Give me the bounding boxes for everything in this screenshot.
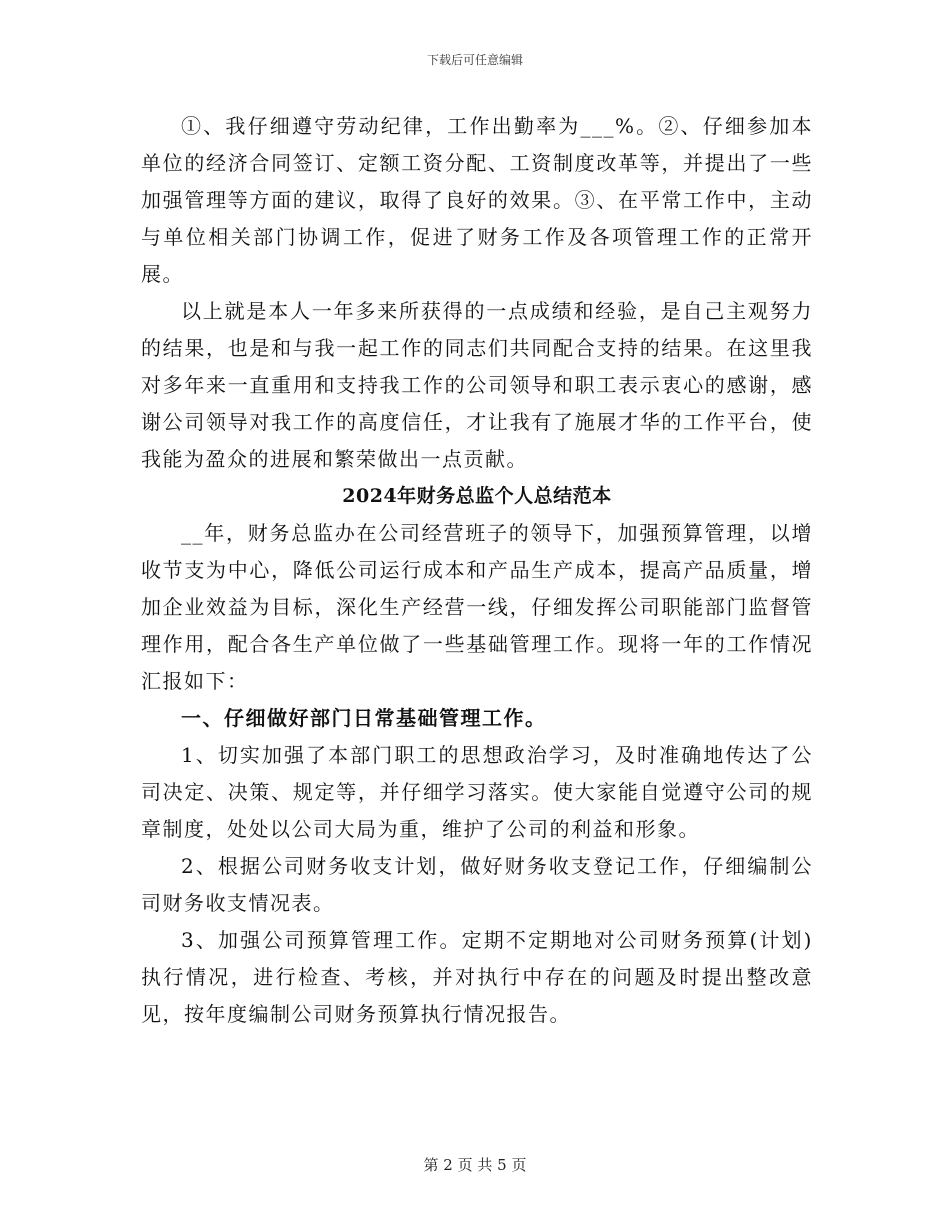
- document-body: [141, 108, 813, 1033]
- paragraph-thanks: 以上就是本人一年多来所获得的一点成绩和经验，是自己主观努力的结果，也是和与我一起工作的同志们共同配合支持的结果。在这里我对多年来一直重用和支持我工作的公司领导和职工表示衷心的感谢，感谢公司领导对我工作的高度信任，才让我有了施展才华的工作平台，使我能为盈众的进展和繁荣做出一点贡献。: [141, 299, 813, 471]
- section-title: 2024年财务总监个人总结范本: [342, 485, 612, 507]
- list-item-2: 2、根据公司财务收支计划，做好财务收支登记工作，仔细编制公司财务收支情况表。: [141, 854, 813, 915]
- list-item-1: 1、切实加强了本部门职工的思想政治学习，及时准确地传达了公司决定、决策、规定等，并仔细学习落实。使大家能自觉遵守公司的规章制度，处处以公司大局为重，维护了公司的利益和形象。: [141, 743, 813, 841]
- page-header: 下载后可任意编辑: [426, 53, 523, 67]
- paragraph-attendance: ①、我仔细遵守劳动纪律，工作出勤率为___%。②、仔细参加本单位的经济合同签订、定额工资分配、工资制度改革等，并提出了一些加强管理等方面的建议，取得了良好的效果。③、在平常工作中，主动与单位相关部门协调工作，促进了财务工作及各项管理工作的正常开展。: [141, 114, 813, 286]
- list-item-3: 3、加强公司预算管理工作。定期不定期地对公司财务预算(计划)执行情况，进行检查、考核，并对执行中存在的问题及时提出整改意见，按年度编制公司财务预算执行情况报告。: [141, 928, 813, 1026]
- paragraph-intro: __年，财务总监办在公司经营班子的领导下，加强预算管理，以增收节支为中心，降低公司运行成本和产品生产成本，提高产品质量，增加企业效益为目标，深化生产经营一线，仔细发挥公司职能部门监督管理作用，配合各生产单位做了一些基础管理工作。现将一年的工作情况汇报如下：: [141, 521, 813, 693]
- section-heading-1: 一、仔细做好部门日常基础管理工作。: [181, 706, 547, 730]
- page-footer: 第 2 页 共 5 页: [423, 1156, 527, 1174]
